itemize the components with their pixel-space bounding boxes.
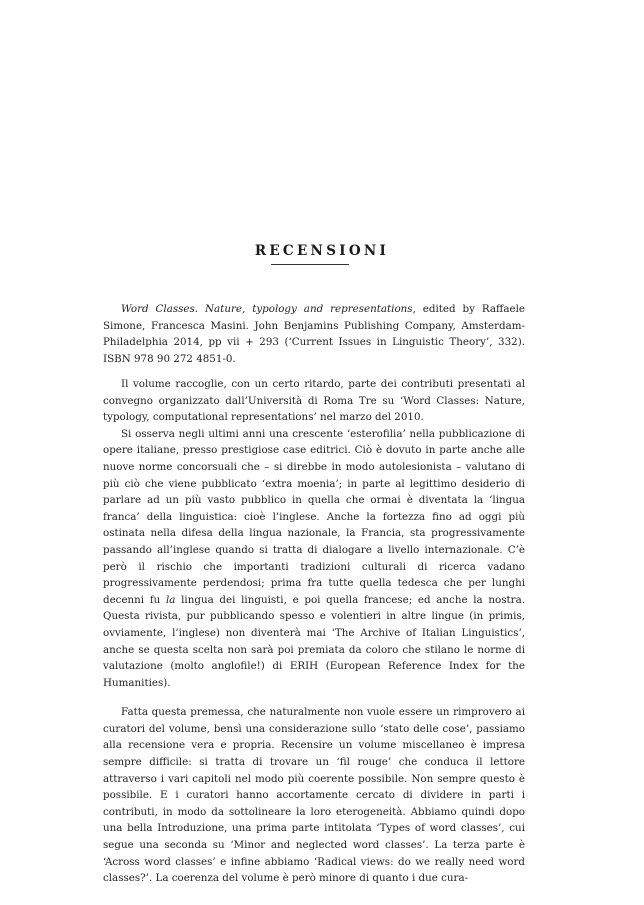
paragraph-2-tail: lingua dei linguisti, e poi quella francese; ed anche la nostra. Questa rivista, pur pubblicando spesso e volentieri in altre lingue (in primis, ovviamente, l’inglese) non diventerà mai ‘The Archive of Italian Linguistics’, anche se questa scelta non sarà poi premiata da coloro che stilano le norme di valutazione (molto anglofile!) di ERIH (European Reference Index for the Humanities). xyxy=(103,593,525,689)
paragraph-2 xyxy=(103,426,525,692)
section-title: RECENSIONI xyxy=(254,243,390,259)
bibliographic-details: , edited by Raffaele Simone, Francesca Masini. John Benjamins Publishing Company, Amsterdam-Philadelphia 2014, pp vii + 293 (‘Current Issues in Linguistic Theory’, 332). ISBN 978 90 272 4851-0. xyxy=(103,303,525,365)
book-title: Word Classes. Nature, typology and representations xyxy=(121,303,413,315)
paragraph-3: Fatta questa premessa, che naturalmente non vuole essere un rimprovero ai curatori del volume, bensì una considerazione sullo ‘stato delle cose’, passiamo alla recensione vera e propria. Recensire un volume miscellaneo è impresa sempre difficile: si tratta di trovare un ‘fil rouge’ che conduca il lettore attraverso i vari capitoli nel modo più coerente possibile. Non sempre questo è possibile. E i curatori hanno accortamente cercato di dividere in parti i contributi, in modo da sottolineare la loro eterogeneità. Abbiamo quindi dopo una bella Introduzione, una prima parte intitolata ‘Types of word classes’, cui segue una seconda su ‘Minor and neglected word classes’. La terza parte è ‘Across word classes’ e infine abbiamo ‘Radical views: do we really need word classes?’. La coerenza del volume è però minore di quanto i due cura- xyxy=(103,706,525,885)
title-underline xyxy=(271,264,349,265)
review-text xyxy=(103,376,525,887)
bibliographic-paragraph xyxy=(103,301,525,367)
bibliographic-entry xyxy=(103,301,525,367)
paragraph-2-italic: la xyxy=(165,593,176,606)
paragraph-1: Il volume raccoglie, con un certo ritardo, parte dei contributi presentati al convegno organizzato dall’Università di Roma Tre su ‘Word Classes: Nature, typology, computational representations’ nel marzo del 2010. xyxy=(103,378,525,424)
paragraph-2-text: Si osserva negli ultimi anni una crescente ‘esterofilia’ nella pubblicazione di opere italiane, presso prestigiose case editrici. Ciò è dovuto in parte anche alle nuove norme concorsuali che – si direbbe in modo autolesionista – valutano di più ciò che viene pubblicato ‘extra moenia’; in parte al legittimo desiderio di parlare ad un più vasto pubblico in quella che ormai è diventata la ‘lingua franca’ della linguistica: cioè l’inglese. Anche la fortezza fino ad oggi più ostinata nella difesa della lingua nazionale, la Francia, sta progressivamente passando all’inglese quando si tratta di dialogare a livello internazionale. C’è però il rischio che importanti tradizioni culturali di ricerca vadano progressivamente perdendosi; prima fra tutte quella tedesca che per lunghi decenni fu xyxy=(103,427,525,606)
